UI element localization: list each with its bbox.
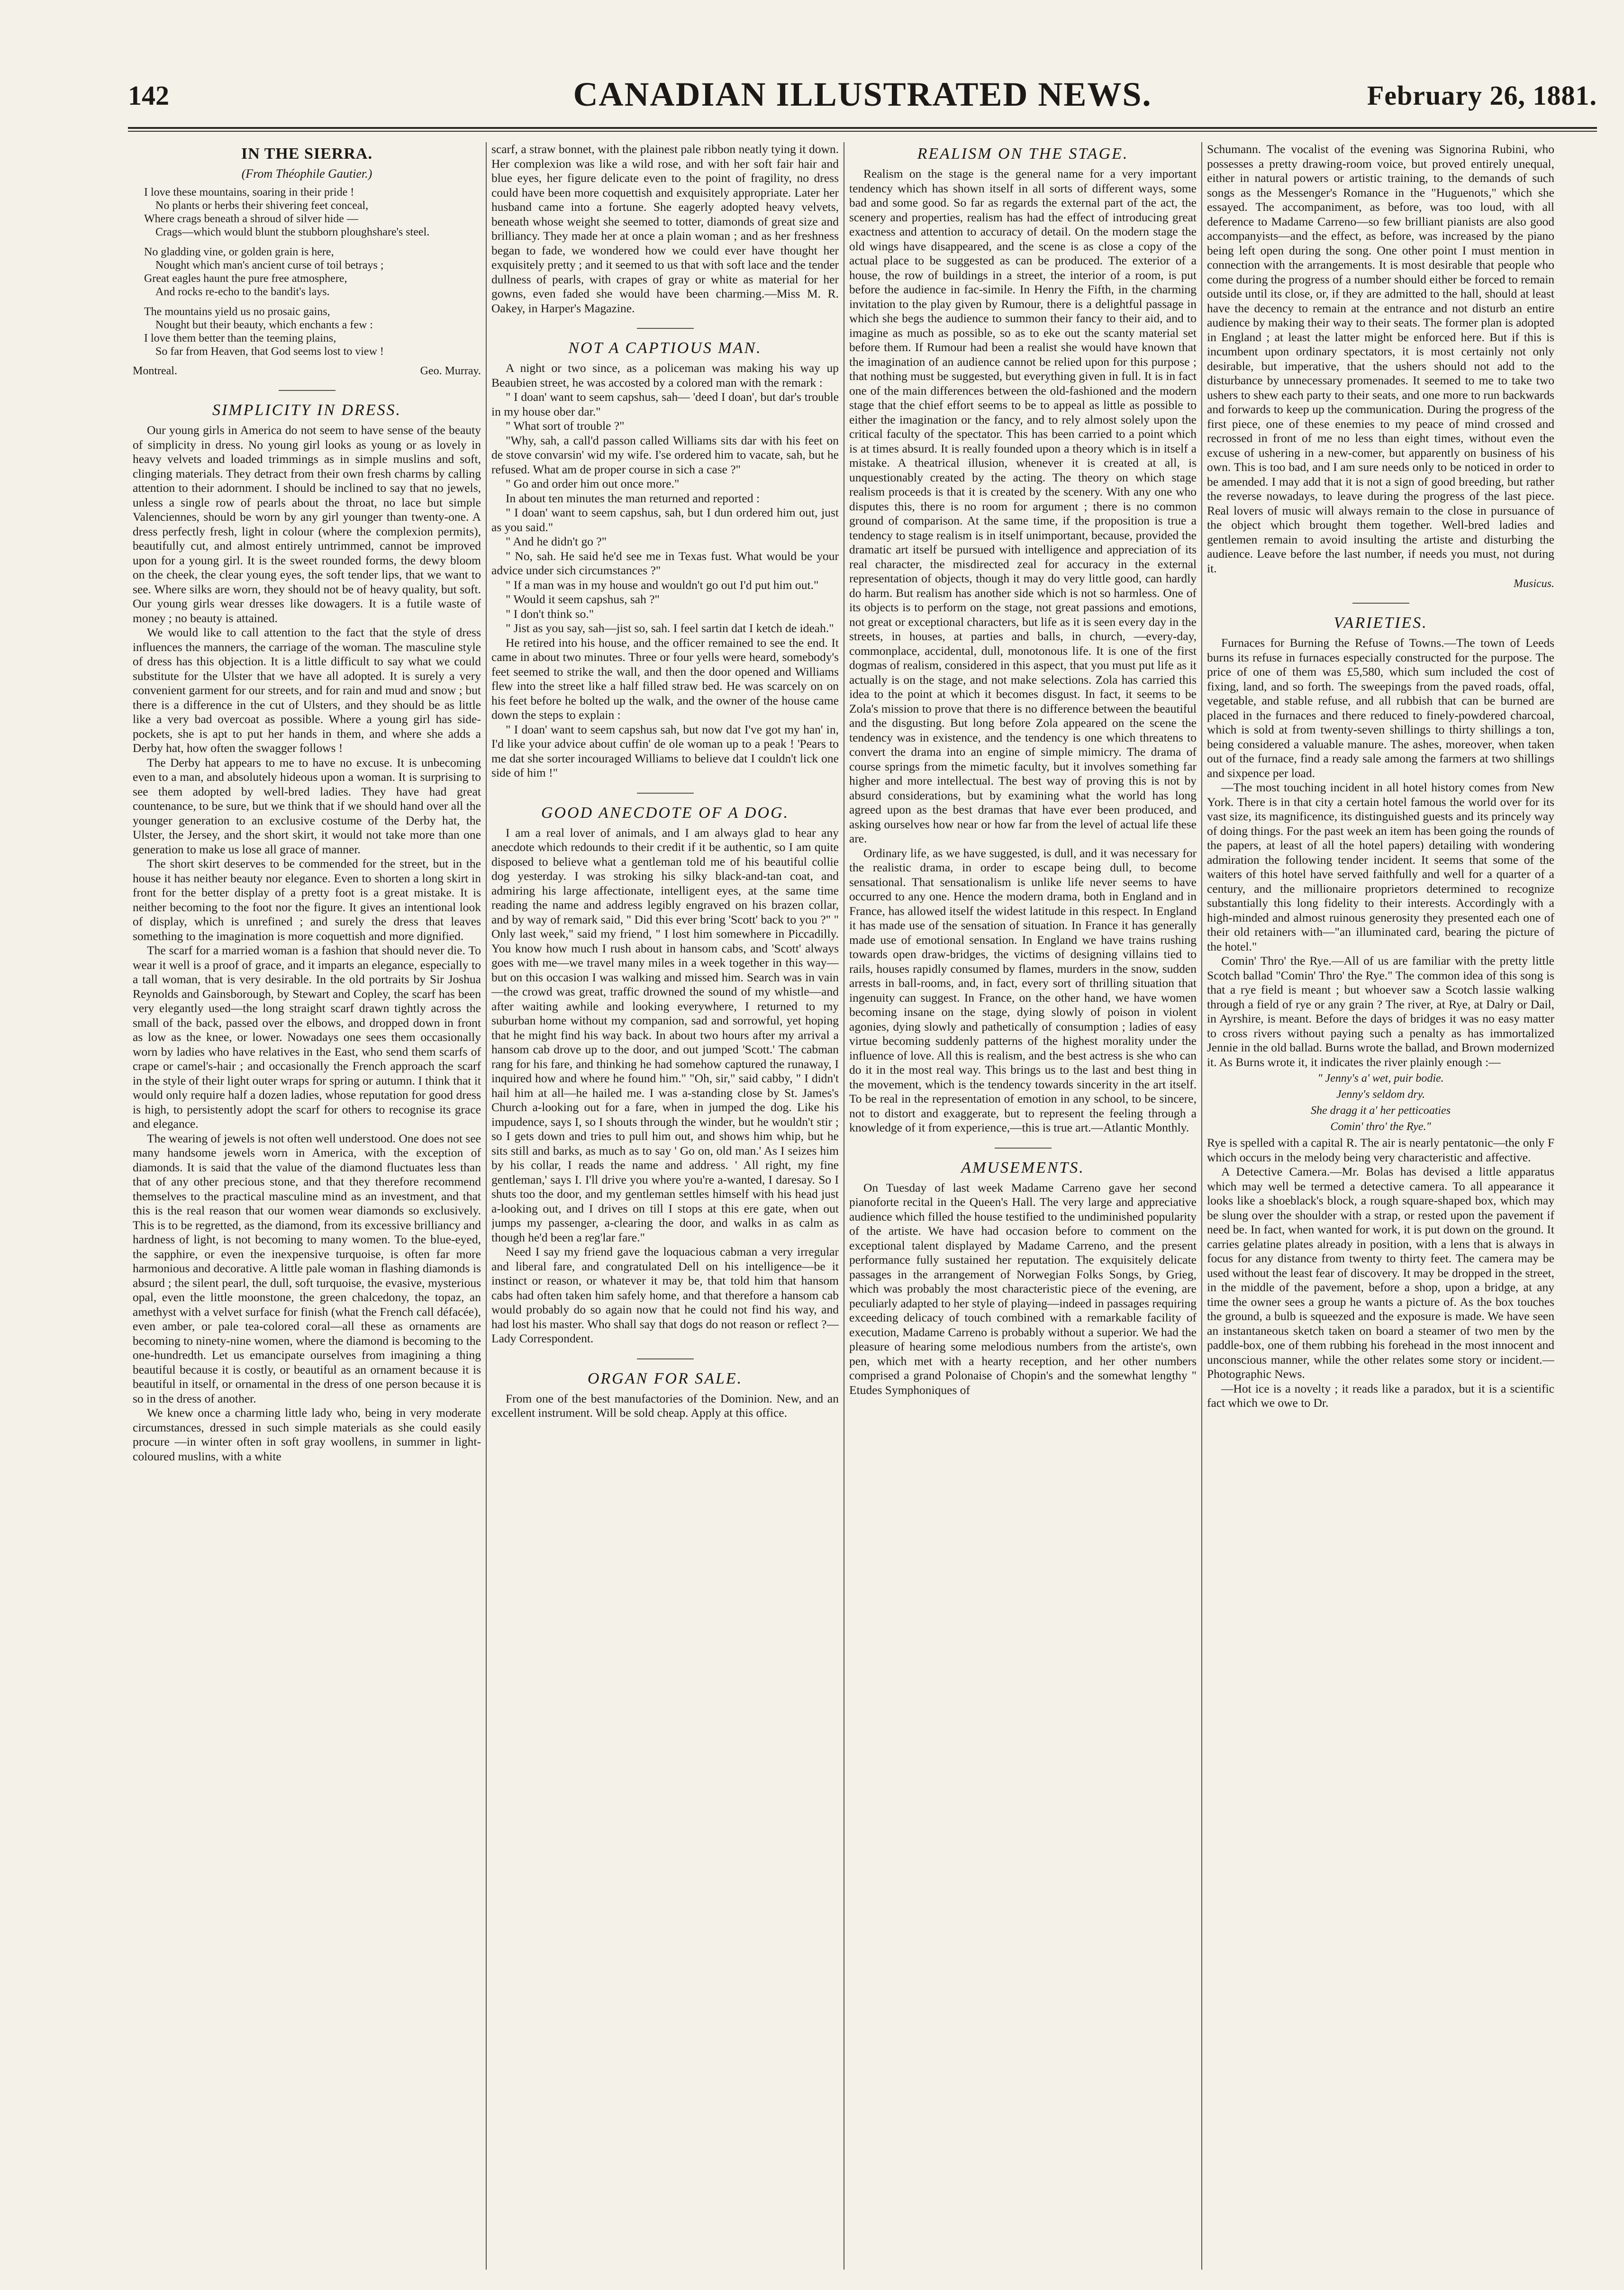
newspaper-page (128, 71, 1597, 2270)
column-4 (1201, 142, 1559, 2270)
paragraph: The scarf for a married woman is a fashion that should never die. To wear it well is a proof of grace, and it imparts an elegance, especially to a tall woman, that is very desirable. In the old portraits by Sir Joshua Reynolds and Gainsborough, by Stewart and Copley, the scarf has been very elegantly used—the long straight scarf drawn tightly across the small of the back, passed over the elbows, and dropped down in front as low as the knee, or lower. Nowadays one sees them occasionally worn by ladies who have relatives in the East, who send them scarfs of crape or camel's-hair ; and occasionally the French approach the scarf in the style of their light outer wraps for spring or autumn. I think that it would only require half a dozen ladies, whose reputation for good dress is high, to persistently adopt the scarf for others to recognise its grace and elegance. (133, 943, 481, 1131)
poem-line: And rocks re-echo to the bandit's lays. (155, 286, 330, 298)
poem-line: No plants or herbs their shivering feet conceal, (155, 199, 369, 212)
article-continued-simplicity (491, 142, 839, 316)
paragraph: On Tuesday of last week Madame Carreno gave her second pianoforte recital in the Queen's Hall. The very large and appreciative audience which filled the house testified to the undiminished popularity of the artiste. We have had occasion before to comment on the exceptional talent displayed by Madame Carreno, and the present performance fully sustained her reputation. The exquisitely delicate passages in the arrangement of Norwegian Folks Songs, by Grieg, which was probably the most characteristic piece of the evening, are peculiarly adapted to her style of playing—indeed in passages requiring exceeding delicacy of touch combined with a remarkable facility of execution, Madame Carreno is probably without a superior. We had the pleasure of hearing some melodious numbers from the artiste's, own pen, which met with a hearty reception, and her other numbers comprised a grand Polonaise of Chopin's and the somewhat lengthy " Etudes Symphoniques of (849, 1180, 1197, 1397)
paragraph: " I doan' want to seem capshus, sah— 'deed I doan', but dar's trouble in my house ober dar." (491, 390, 839, 418)
column-3 (844, 142, 1201, 2270)
verse-line: Comin' thro' the Rye." (1330, 1121, 1431, 1133)
paragraph: —Hot ice is a novelty ; it reads like a paradox, but it is a scientific fact which we owe to Dr. (1207, 1381, 1554, 1410)
paragraph: " If a man was in my house and wouldn't go out I'd put him out." (506, 578, 819, 592)
article-body-captious (491, 361, 839, 780)
verse-line: She dragg it a' her petticoaties (1310, 1104, 1451, 1117)
article-body-amusements (849, 1181, 1197, 1398)
paragraph: The wearing of jewels is not often well understood. One does not see many handsome jewels worn in America, with the exception of diamonds. It is said that the value of the diamond fluctuates less than that of any other precious stone, and that they therefore recommend themselves to the practical masculine mind as an investment, and that this is the real reason that our women wear diamonds so exclusively. This is to be regretted, as the diamond, from its excessive brilliancy and hardness of light, is not becoming to many women. To the blue-eyed, the sapphire, or even the inexpensive turquoise, is often far more harmonious and decorative. A little pale woman in flashing diamonds is absurd ; the silent pearl, the dull, soft turquoise, the evasive, mysterious opal, even the little moonstone, the green chalcedony, the topaz, an amethyst with a velvet surface for finish (what the French call défacée), even amber, or pale tea-colored coral—all these as ornaments are becoming to ninety-nine women, where the diamond is becoming to the one-hundredth. Let us emancipate ourselves from imagining a thing beautiful because it is costly, or beautiful as an ornament because it is beautiful in itself, or ornamental in the dress of one person because it is so in the dress of another. (133, 1131, 481, 1405)
article-title-organ: ORGAN FOR SALE. (587, 1369, 743, 1387)
masthead (128, 71, 1597, 128)
separator (995, 1148, 1052, 1149)
paragraph: " And he didn't go ?" (506, 534, 607, 548)
paragraph: The Derby hat appears to me to have no excuse. It is unbecoming even to a man, and absolutely hideous upon a woman. It is surprising to see them adopted by well-bred ladies. They have had great countenance, to be sure, but we think that if we should hand over all the younger generation to an exclusive costume of the Derby hat, the Ulster, the Jersey, and the short skirt, it would not take more than one generation to make us lose all grace of manner. (133, 755, 481, 856)
article-body-varieties (1207, 636, 1554, 1069)
paragraph: " I don't think so." (506, 606, 594, 621)
poem-title: IN THE SIERRA. (241, 145, 372, 163)
article-continued-amusements (1207, 142, 1554, 576)
article-body-realism (849, 167, 1197, 1135)
poem (144, 186, 481, 358)
verse-line: Jenny's seldom dry. (1336, 1088, 1425, 1101)
paragraph: " Would it seem capshus, sah ?" (506, 592, 660, 606)
poem-author: Geo. Murray. (420, 365, 481, 377)
masthead-rule (128, 127, 1597, 129)
paragraph: He retired into his house, and the officer remained to see the end. It came in about two minutes. Three or four yells were heard, somebody's feet seemed to strike the wall, and then the door opened and Williams flew into the street like a half filled straw bed. He was scarcely on on his feet before he bolted up the walk, and the owner of the house came down the steps to explain : (491, 635, 839, 722)
article-title-amusements: AMUSEMENTS. (961, 1159, 1085, 1177)
paragraph: Our young girls in America do not seem to have sense of the beauty of simplicity in dress. No young girl looks as young or as lovely in heavy velvets and loaded trimmings as in simple muslins and soft, clinging materials. They detract from their own fresh charms by calling attention to their adornment. I should be inclined to say that no jewels, unless a single row of pearls about the throat, no lace but simple Valenciennes, should be worn by any girl younger than twenty-one. A dress perfectly fresh, light in colour (where the complexion permits), beautifully cut, and almost entirely untrimmed, cannot be improved upon for a young girl. It is the sweet rounded forms, the dewy bloom on the cheek, the clear young eyes, the soft tender lips, that we want to see. Where silks are worn, they should not be of heavy quality, but soft. Our young girls wear dresses like dowagers. It is a futile waste of money ; no beauty is attained. (133, 423, 481, 625)
paragraph: A Detective Camera.—Mr. Bolas has devised a little apparatus which may well be termed a detective camera. To all appearance it looks like a shoeblack's block, a rough square-shaped box, which may be slung over the shoulder with a strap, or rested upon the pavement if need be. In fact, when wanted for work, it is put down on the ground. It carries gelatine plates already in position, with a lens that is always in focus for any distance from twenty to thirty feet. The camera may be used without the least fear of discovery. It may be dropped in the street, in the middle of the pavement, before a shop, upon a bridge, at any time the owner sees a group he wants a picture of. As the box touches the ground, a bulb is squeezed and the exposure is made. We have seen an instantaneous sketch taken on board a steamer of two men by the paddle-box, one of them rubbing his forehead in the most innocent and unconscious manner, while the other relates some story or incident.—Photographic News. (1207, 1165, 1554, 1381)
column-1 (128, 142, 486, 2270)
paragraph: A night or two since, as a policeman was making his way up Beaubien street, he was accosted by a colored man with the remark : (491, 361, 839, 389)
poem-line: The mountains yield us no prosaic gains, (144, 306, 330, 318)
separator (637, 1358, 694, 1359)
poem-line: Nought but their beauty, which enchants a few : (155, 319, 373, 331)
poem-byline: (From Théophile Gautier.) (241, 167, 372, 181)
poem-stanza (144, 245, 481, 299)
poem-signature (133, 365, 481, 378)
paragraph: We knew once a charming little lady who, being in very moderate circumstances, dressed in such simple materials as she could easily procure —in winter often in soft gray woollens, in summer in light-coloured muslins, with a white (133, 1406, 481, 1463)
article-title-simplicity: SIMPLICITY IN DRESS. (212, 401, 402, 419)
article-body-dog (491, 826, 839, 1346)
article-signature: Musicus. (1514, 578, 1554, 590)
poem-line: I love these mountains, soaring in their pride ! (144, 186, 354, 199)
article-title-varieties: VARIETIES. (1334, 614, 1428, 632)
separator (637, 328, 694, 329)
poem-line: Crags—which would blunt the stubborn ploughshare's steel. (155, 226, 430, 238)
columns (128, 142, 1597, 2270)
poem-line: Nought which man's ancient curse of toil betrays ; (155, 259, 384, 272)
paragraph: " I doan' want to seem capshus sah, but now dat I've got my han' in, I'd like your advice about cuffin' de ole woman up to a peak ! 'Pears to me dat she sorter incouraged Williams to believe dat I couldn't lick one side of him !" (491, 722, 839, 779)
paragraph: Furnaces for Burning the Refuse of Towns.—The town of Leeds burns its refuse in furnaces especially constructed for the purpose. The price of one of them was £5,580, which sum included the cost of fixing, land, and so forth. The sweepings from the paved roads, offal, vegetable, and stable refuse, and all rubbish that can be burned are placed in the furnaces and there reduced to finely-powdered charcoal, which is sold at from twenty-seven shillings to thirty shillings a ton, being considered a valuable manure. The ashes, moreover, when taken out of the furnace, find a ready sale among the farmers at two shillings and sixpence per load. (1207, 636, 1554, 780)
article-title-captious: NOT A CAPTIOUS MAN. (568, 339, 762, 357)
paragraph: —The most touching incident in all hotel history comes from New York. There is in that city a certain hotel famous the world over for its vast size, its magnificence, its distinguished guests and its princely way of doing things. For the past week an item has been going the rounds of the papers, at least of all the hotel papers) detailing with wondering admiration the following tender incident. It seems that some of the waiters of this hotel have served faithfully and well for a quarter of a century, and the millionaire proprietors determined to recognize substantially this long fidelity to their interests. Accordingly with a high-minded and almost ruinous generosity they presented each one of their old retainers with—"an illuminated card, bearing the picture of the hotel." (1207, 780, 1554, 953)
paragraph: Realism on the stage is the general name for a very important tendency which has shown itself in all sorts of different ways, some bad and some good. So far as regards the external part of the act, the scenery and properties, realism has had the effect of introducing great exactness and attention to accuracy of detail. On the modern stage the old wings have disappeared, and the scene is as close a copy of the actual place to be suggested as can be produced. The exterior of a house, the row of buildings in a street, the interior of a room, is put before the audience in fac-simile. In Henry the Fifth, in the charming invitation to the play given by Rumour, there is a delightful passage in which she begs the audience to summon their fancy to their aid, and to imagine as much as possible, so as to eke out the scanty material set before them. If Rumour had been a realist she would have known that the imagination of an audience cannot be relied upon for this purpose ; that nothing must be suggested, but everything given in full. It is in fact one of the main differences between the old-fashioned and the modern stage that the chief effort seems to be to appeal as little as possible to either the imagination or the fancy, and to rely almost solely upon the critical faculty of the spectator. This has been carried to a point which is at times absurd. It is really founded upon a theory which is in itself a mistake. A theatrical illusion, whenever it is created at all, is unquestionably created by the acting. The theory on which stage realism proceeds is that it is created by the scenery. With any one who disputes this, there is no room for argument ; there is no common ground of comparison. At the same time, if the proposition is true a tendency to stage realism is in itself unimportant, because, provided the dramatic art itself be pursued with intelligence and appreciation of its real character, the misdirected zeal for accuracy in the external representation of objects, though it may do very little good, can hardly do harm. But realism has another side which is not so harmless. One of its objects is to perform on the stage, not great passions and emotions, not great or exceptional characters, but life as it is seen every day in the streets, in houses, at parties and balls, in church, —every-day, commonplace, accidental, dull, monotonous life. It is one of the first dogmas of realism, considered in this aspect, that you must put life as it actually is on the stage, and not make selections. Zola has carried this idea to the point at which it becomes disgust. In fact, it seems to be Zola's mission to prove that there is no difference between the beautiful and the disgusting. But long before Zola appeared on the scene the tendency was in existence, and the tendency is one which threatens to convert the drama into an engine of simple mimicry. The drama of course springs from the mimetic faculty, but it involves something far higher and more intellectual. The best way of proving this is not by absurd considerations, but by examining what the world has long agreed upon as the best dramas that have ever been produced, and asking ourselves how near or how far from the level of actual life these are. (849, 167, 1197, 845)
paragraph: Need I say my friend gave the loquacious cabman a very irregular and liberal fare, and congratulated Dell on his intelligence—be it instinct or reason, or whatever it may be, that told him that hansom cabs had often taken him safely home, and that therefore a hansom cab would probably do so again now that he could not find his way, and had lost his master. Who shall say that dogs do not reason or reflect ?—Lady Correspondent. (491, 1245, 839, 1345)
poem-line: Where crags beneath a shroud of silver hide — (144, 213, 358, 225)
paragraph: " What sort of trouble ?" (506, 419, 625, 433)
poem-place: Montreal. (133, 365, 177, 377)
paragraph: scarf, a straw bonnet, with the plainest pale ribbon neatly tying it down. Her complexion was like a wild rose, and with her soft fair hair and blue eyes, her figure delicate even to the point of fragility, no dress could have been more coquettish and exquisitely appropriate. Later her husband came into a fortune. She eagerly adopted heavy velvets, beneath whose weight she seemed to totter, diamonds of great size and brilliancy. They made her at once a plain woman ; and as her freshness began to fade, we wondered how we could ever have thought her exquisitely pretty ; and it seemed to us that with soft lace and the tender dullness of pearls, with crapes of gray or white as material for her gowns, even faded she would have been charming.—Miss M. R. Oakey, in Harper's Magazine. (491, 142, 839, 315)
article-title-realism: REALISM ON THE STAGE. (917, 145, 1129, 163)
poem-stanza (144, 186, 481, 239)
paragraph: " Go and order him out once more." (506, 477, 680, 490)
separator (637, 793, 694, 794)
paragraph: " Jist as you say, sah—jist so, sah. I feel sartin dat I ketch de ideah." (506, 621, 834, 635)
paragraph: Rye is spelled with a capital R. The air is nearly pentatonic—the only F which occurs in the melody being very characteristic and affective. (1207, 1136, 1554, 1164)
poem-line: I love them better than the teeming plains, (144, 332, 336, 344)
paragraph: From one of the best manufactories of the Dominion. New, and an excellent instrument. Will be sold cheap. Apply at this office. (491, 1391, 839, 1420)
paragraph: Schumann. The vocalist of the evening was Signorina Rubini, who possesses a pretty drawing-room voice, but proved entirely unequal, either in natural powers or artistic training, to the demands of such songs as the Messenger's Romance in the "Huguenots," which she essayed. The accompaniment, as before, was too loud, with all deference to Madame Carreno—so few brilliant pianists are also good accompanyists—and the effect, as before, was increased by the piano being left open during the song. One other point I must mention in connection with the arrangements. It is most desirable that people who come during the progress of a number should either be forced to remain outside until its close, or, if they are admitted to the hall, should at least have the decency to remain at the entrance and not disturb an entire audience by making their way to their seats. The former plan is adopted in England ; at least the latter might be enforced here. But if this is incumbent upon ordinary spectators, it is most certainly not only desirable, but imperative, that the ushers should not add to the disturbance by unnecessary promenades. It seemed to me to take two ushers to shew each party to their seats, and one more to run backwards and forwards to keep up the communication. During the progress of the first piece, one of these enemies to my peace of mind crossed and recrossed in front of me no less than eight times, without even the excuse of ushering in a new-comer, but apparently on business of his own. This is too bad, and I am sure needs only to be noticed in order to be amended. I may add that it is not a sign of good breeding, but rather the reverse nowadays, to leave during the progress of the last piece. Real lovers of music will always remain to the close in pursuance of the object which brought them together. Well-bred ladies and gentlemen remain to avoid insulting the artiste and disturbing the audience. Leave before the last number, if needs you must, not during it. (1207, 142, 1554, 575)
paragraph: " No, sah. He said he'd see me in Texas fust. What would be your advice under sich circumstances ?" (491, 549, 839, 577)
article-body-varieties-continued (1207, 1136, 1554, 1411)
column-2 (486, 142, 844, 2270)
paragraph: Ordinary life, as we have suggested, is dull, and it was necessary for the realistic drama, in order to escape being dull, to become sensational. That sensationalism is unlike life never seems to have occurred to any one. Hence the modern drama, both in England and in France, has allowed itself the widest latitude in this respect. In England it has made use of the sensation of situation. In France it has generally made use of emotional sensation. In England we have trains rushing towards open draw-bridges, the victims of designing villains tied to rails, houses rapidly consumed by flames, murders in the snow, sudden arrests in ball-rooms, and, in fact, every sort of thrilling situation that ingenuity can suggest. In France, on the other hand, we have women becoming insane on the stage, dying slowly of poison in violent agonies, dying slowly and pathetically of consumption ; ladies of easy virtue becoming suddenly patterns of the highest morality under the influence of love. All this is realism, and the best actress is she who can do it in the most real way. This brings us to the last and best thing in the movement, which is the tendency towards sincerity in the art itself. To be real in the representation of emotion in any school, to be sincere, not to distort and exaggerate, but to represent the feeling through a knowledge of it from experience,—this is true art.—Atlantic Monthly. (849, 846, 1197, 1134)
article-body-organ (491, 1392, 839, 1421)
ballad-verse (1207, 1071, 1554, 1134)
paragraph: "Why, sah, a call'd passon called Williams sits dar with his feet on de stove convarsin' wid my wife. I'se ordered him to vacate, sah, but he refused. What am de proper course in sich a case ?" (491, 433, 839, 476)
article-body-simplicity (133, 423, 481, 1464)
poem-line: No gladding vine, or golden grain is here, (144, 246, 334, 258)
masthead-rule-thin (128, 131, 1597, 132)
paragraph: In about ten minutes the man returned and reported : (506, 491, 760, 505)
poem-line: Great eagles haunt the pure free atmosphere, (144, 272, 347, 285)
poem-stanza (144, 305, 481, 358)
article-title-dog: GOOD ANECDOTE OF A DOG. (541, 804, 789, 822)
paragraph: We would like to call attention to the fact that the style of dress influences the manners, the carriage of the woman. The masculine style of dress has this objection. It is a little difficult to say what we could substitute for the Ulster that we have all adopted. It is surely a very convenient garment for our streets, and for rain and mud and snow ; but there is a difference in the cut of Ulsters, and they should be as little like a very bad overcoat as possible. Where a young girl has side-pockets, she is apt to put her hands in them, and where she adds a Derby hat, how often the swagger follows ! (133, 625, 481, 755)
page-number: 142 (128, 80, 169, 111)
separator (279, 390, 336, 391)
verse-line: " Jenny's a' wet, puir bodie. (1317, 1072, 1444, 1085)
paragraph: Comin' Thro' the Rye.—All of us are familiar with the pretty little Scotch ballad "Comin' Thro' the Rye." The common idea of this song is that a rye field is meant ; but whoever saw a Scotch lassie walking through a field of rye or any grain ? The river, at Rye, at Dalry or Dail, in Ayrshire, is meant. Before the days of bridges it was no easy matter to cross rivers without paying such a penalty as has immortalized Jennie in the old ballad. Burns wrote the ballad, and Brown modernized it. As Burns wrote it, it indicates the river plainly enough :— (1207, 954, 1554, 1069)
paragraph: I am a real lover of animals, and I am always glad to hear any anecdote which redounds to their credit if it be authentic, so I am quite disposed to believe what a gentleman told me of his beautiful collie dog yesterday. I was stroking his silky black-and-tan coat, and admiring his large affectionate, intelligent eyes, at the same time reading the name and address legibly engraved on his brazen collar, and by way of remark said, " Did this ever bring 'Scott' back to you ?" " Only last week," said my friend, " I lost him somewhere in Piccadilly. You know how much I rush about in hansom cabs, and 'Scott' always goes with me—we travel many miles in a week together in this way—but on this occasion I was walking and missed him. Search was in vain—the crowd was great, traffic drowned the sound of my whistle—and after waiting awhile and looking everywhere, I returned to my suburban home without my companion, sad and sorrowful, yet hoping that he might find his way back. In about two hours after my arrival a hansom cab drove up to the door, and out jumped 'Scott.' The cabman rang for his fare, and thinking he had somehow captured the runaway, I inquired how and where he found him." "Oh, sir," said cabby, " I didn't hail him at all—he hailed me. I was a-standing close by St. James's Church a-looking out for a fare, when in jumped the dog. Like his impudence, says I, so I shouts through the winder, but he wouldn't stir ; so I gets down and tries to pull him out, and shows him whip, but he sits still and barks, as much as to say ' Go on, old man.' As I seizes him by his collar, I reads the name and address. ' All right, my fine gentleman,' says I. I'll drive you where you're a-wanted, I daresay. So I shuts too the door, and my gentleman settles himself with his head just a-looking out, and I drives on till I stops at this ere gate, when out jumps my passenger, a-clearing the door, and walks in as calm as though he'd been a reg'lar fare." (491, 825, 839, 1244)
paragraph: The short skirt deserves to be commended for the street, but in the house it has neither beauty nor elegance. Even to shorten a long skirt in front for the better display of a pretty foot is a great mistake. It is neither becoming to the foot nor the figure. It gives an intentional look of display, which is unrefined ; and surely the dress that leaves something to the imagination is more coquettish and more dignified. (133, 857, 481, 943)
newspaper-title: CANADIAN ILLUSTRATED NEWS. (573, 75, 1152, 113)
separator (1352, 603, 1409, 604)
poem-line: So far from Heaven, that God seems lost to view ! (155, 345, 384, 358)
issue-date: February 26, 1881. (1367, 80, 1597, 111)
paragraph: " I doan' want to seem capshus, sah, but I dun ordered him out, just as you said." (491, 506, 839, 534)
